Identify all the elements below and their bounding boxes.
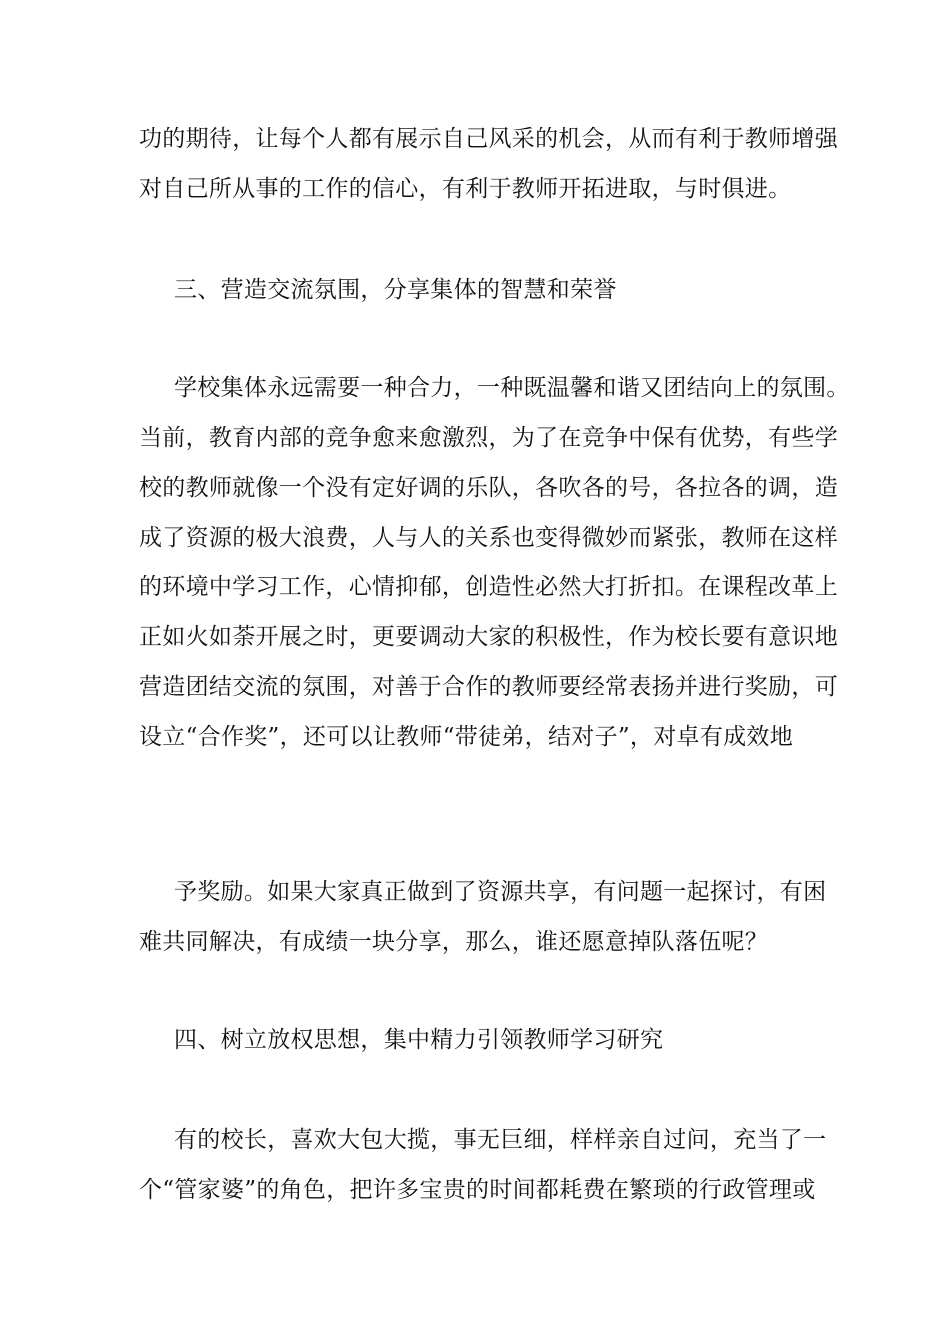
paragraph-line: 对自己所从事的工作的信心，有利于教师开拓进取，与时俱进。 <box>139 176 792 202</box>
paragraph-line: 校的教师就像一个没有定好调的乐队，各吹各的号，各拉各的调，造 <box>139 475 838 501</box>
paragraph-line: 功的期待，让每个人都有展示自己风采的机会，从而有利于教师增强 <box>139 126 838 152</box>
paragraph-line: 难共同解决，有成绩一块分享，那么，谁还愿意掉队落伍呢？ <box>139 929 769 955</box>
paragraph-line: 营造团结交流的氛围，对善于合作的教师要经常表扬并进行奖励，可 <box>139 674 838 700</box>
paragraph-line: 的环境中学习工作，心情抑郁，创造性必然大打折扣。在课程改革上 <box>139 574 838 600</box>
section-heading: 三、营造交流氛围，分享集体的智慧和荣誉 <box>174 277 617 303</box>
paragraph-line: 予奖励。如果大家真正做到了资源共享，有问题一起探讨，有困 <box>174 879 827 905</box>
paragraph-line: 当前，教育内部的竞争愈来愈激烈，为了在竞争中保有优势，有些学 <box>139 425 838 451</box>
paragraph-line: 有的校长，喜欢大包大揽，事无巨细，样样亲自过问，充当了一 <box>174 1127 827 1153</box>
paragraph-line: 学校集体永远需要一种合力，一种既温馨和谐又团结向上的氛围。 <box>174 375 850 401</box>
paragraph-line: 正如火如荼开展之时，更要调动大家的积极性，作为校长要有意识地 <box>139 624 838 650</box>
paragraph-line: 个“管家婆”的角色，把许多宝贵的时间都耗费在繁琐的行政管理或 <box>139 1177 816 1203</box>
paragraph-line: 设立“合作奖”，还可以让教师“带徒弟，结对子”，对卓有成效地 <box>139 724 794 750</box>
paragraph-line: 成了资源的极大浪费，人与人的关系也变得微妙而紧张，教师在这样 <box>139 525 838 551</box>
section-heading: 四、树立放权思想，集中精力引领教师学习研究 <box>174 1027 664 1053</box>
